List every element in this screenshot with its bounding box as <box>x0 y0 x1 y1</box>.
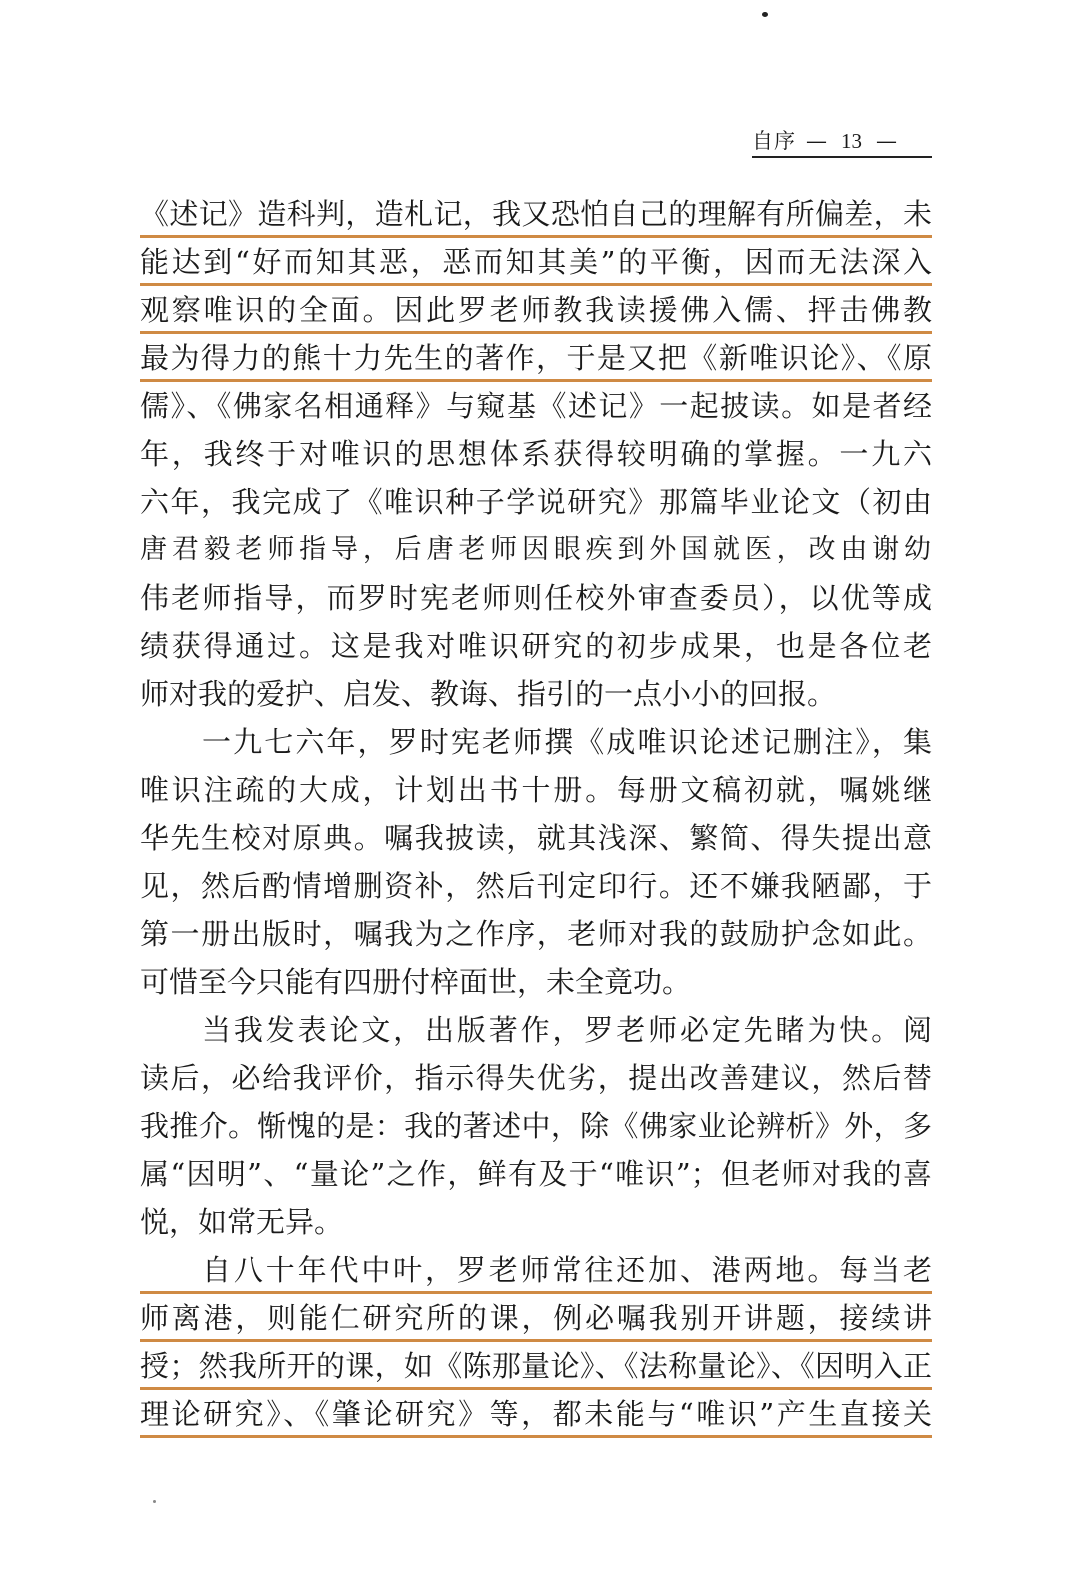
ink-dot <box>762 12 768 17</box>
text-line: 《述记》造科判，造札记，我又恐怕自己的理解有所偏差，未 <box>140 190 932 238</box>
header-dash-left: — <box>806 129 827 153</box>
text-line: 读后，必给我评价，指示得失优劣，提出改善建议，然后替 <box>140 1061 932 1095</box>
text-line: 第一册出版时，嘱我为之作序，老师对我的鼓励护念如此。 <box>140 917 932 951</box>
page-number: 13 <box>841 129 862 153</box>
text-line: 伟老师指导，而罗时宪老师则任校外审查委员），以优等成 <box>140 581 932 615</box>
text-line: 观察唯识的全面。因此罗老师教我读援佛入儒、抨击佛教 <box>140 286 932 334</box>
text-line: 当我发表论文，出版著作，罗老师必定先睹为快。阅 <box>202 1013 932 1047</box>
header-title: 自序 <box>752 129 796 153</box>
text-line: 唯识注疏的大成，计划出书十册。每册文稿初就，嘱姚继 <box>140 773 932 807</box>
text-line: 六年，我完成了《唯识种子学说研究》那篇毕业论文（初由 <box>140 485 932 519</box>
text-line: 我推介。惭愧的是：我的著述中，除《佛家业论辨析》外，多 <box>140 1109 932 1143</box>
text-line: 师离港，则能仁研究所的课，例必嘱我别开讲题，接续讲 <box>140 1294 932 1342</box>
text-line: 最为得力的熊十力先生的著作，于是又把《新唯识论》、《原 <box>140 334 932 382</box>
text-line: 华先生校对原典。嘱我披读，就其浅深、繁简、得失提出意 <box>140 821 932 855</box>
running-header <box>752 126 932 158</box>
text-line: 见，然后酌情增删资补，然后刊定印行。还不嫌我陋鄙，于 <box>140 869 932 903</box>
text-line: 自八十年代中叶，罗老师常往还加、港两地。每当老 <box>140 1246 932 1294</box>
text-line: 师对我的爱护、启发、教诲、指引的一点小小的回报。 <box>140 677 837 711</box>
text-line: 儒》、《佛家名相通释》与窥基《述记》一起披读。如是者经 <box>140 389 932 423</box>
text-line: 年，我终于对唯识的思想体系获得较明确的掌握。一九六 <box>140 437 932 471</box>
text-line: 绩获得通过。这是我对唯识研究的初步成果，也是各位老 <box>140 629 932 663</box>
text-line: 可惜至今只能有四册付梓面世，未全竟功。 <box>140 965 692 999</box>
text-line: 属“因明”、“量论”之作，鲜有及于“唯识”；但老师对我的喜 <box>140 1157 932 1191</box>
text-line: 授；然我所开的课，如《陈那量论》、《法称量论》、《因明入正 <box>140 1342 932 1390</box>
text-line: 悦，如常无异。 <box>140 1205 344 1239</box>
text-line: 能达到“好而知其恶，恶而知其美”的平衡，因而无法深入 <box>140 238 932 286</box>
ink-speck <box>153 1500 156 1503</box>
text-line: 一九七六年，罗时宪老师撰《成唯识论述记删注》，集 <box>202 725 932 759</box>
text-line: 唐君毅老师指导，后唐老师因眼疾到外国就医，改由谢幼 <box>140 534 932 565</box>
body-text <box>140 190 932 1438</box>
header-dash-right: — <box>876 129 897 153</box>
text-line: 理论研究》、《肇论研究》等，都未能与“唯识”产生直接关 <box>140 1390 932 1438</box>
